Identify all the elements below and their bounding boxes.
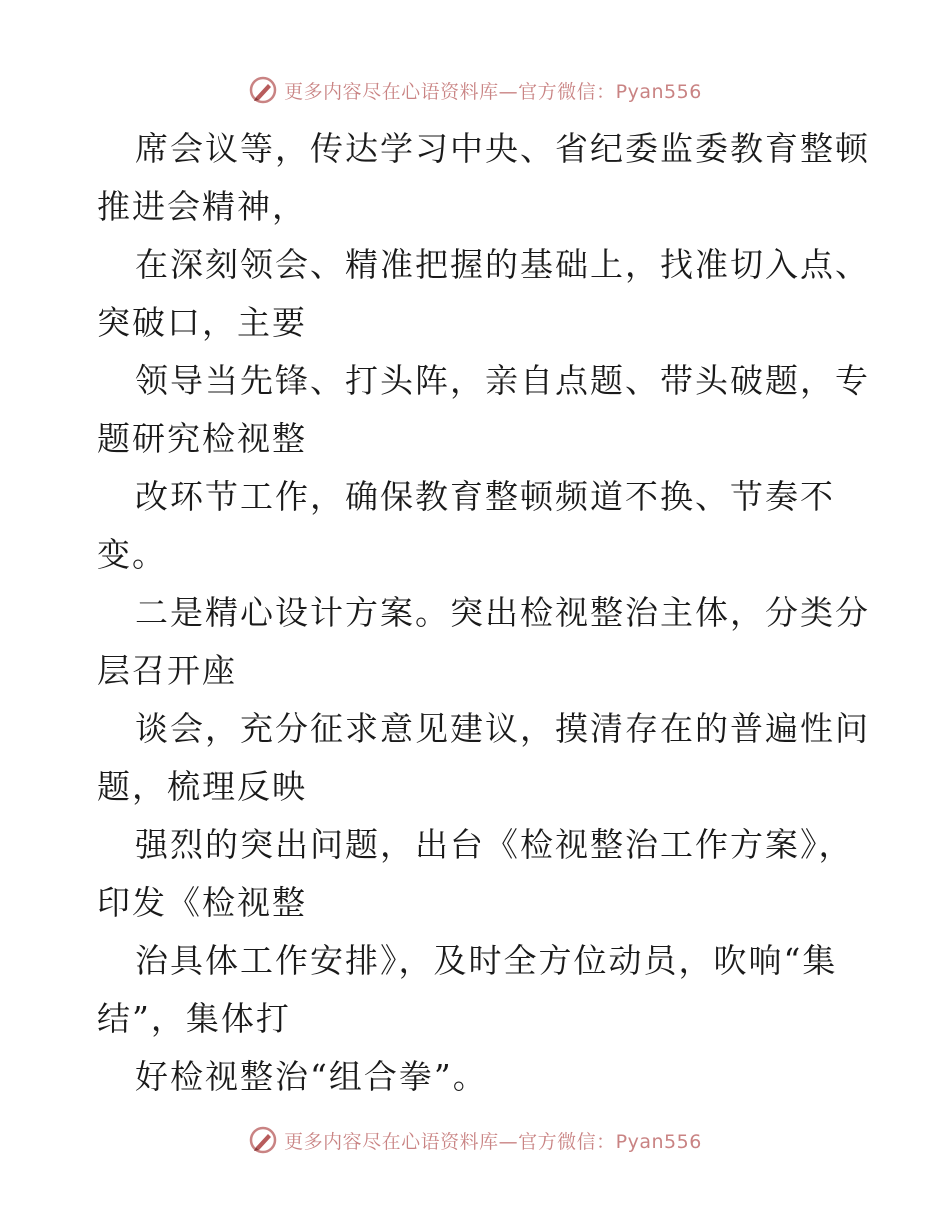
text-line: 领导当先锋、打头阵，亲自点题、带头破题，专: [135, 361, 870, 400]
text-line: 强烈的突出问题，出台《检视整治工作方案》，: [135, 825, 854, 864]
footer-watermark: [0, 1120, 950, 1160]
paragraph: [97, 932, 857, 1048]
header-watermark: [0, 70, 950, 110]
text-line: 突破口，主要: [97, 303, 307, 342]
watermark-text: 更多内容尽在心语资料库—官方微信：Pyan556: [284, 1130, 702, 1153]
paragraph: [97, 816, 857, 932]
text-line: 层召开座: [97, 651, 237, 690]
text-line: 题研究检视整: [97, 419, 307, 458]
text-line: 二是精心设计方案。突出检视整治主体，分类分: [135, 593, 870, 632]
text-line: 题，梳理反映: [97, 767, 307, 806]
paragraph: [97, 584, 870, 700]
text-line: 推进会精神，: [97, 187, 307, 226]
text-line: 印发《检视整: [97, 883, 307, 922]
text-line: 变。: [97, 535, 167, 574]
text-line: 结”，集体打: [97, 999, 291, 1038]
document-body: [97, 120, 870, 1106]
text-line: 好检视整治“组合拳”。: [135, 1057, 488, 1096]
paragraph: [97, 700, 870, 816]
text-line: 在深刻领会、精准把握的基础上，找准切入点、: [135, 245, 870, 284]
text-line: 治具体工作安排》，及时全方位动员，吹响“集: [135, 941, 838, 980]
text-line: 改环节工作，确保教育整顿频道不换、节奏不: [135, 477, 835, 516]
paragraph: [97, 120, 870, 236]
text-line: 谈会，充分征求意见建议，摸清存在的普遍性问: [135, 709, 870, 748]
paragraph: [97, 1048, 857, 1106]
paragraph: [97, 352, 870, 468]
paragraph: [97, 236, 870, 352]
pen-logo-icon: [248, 75, 278, 105]
paragraph: [97, 468, 857, 584]
text-line: 席会议等，传达学习中央、省纪委监委教育整顿: [135, 129, 870, 168]
pen-logo-icon: [248, 1125, 278, 1155]
watermark-text: 更多内容尽在心语资料库—官方微信：Pyan556: [284, 80, 702, 103]
